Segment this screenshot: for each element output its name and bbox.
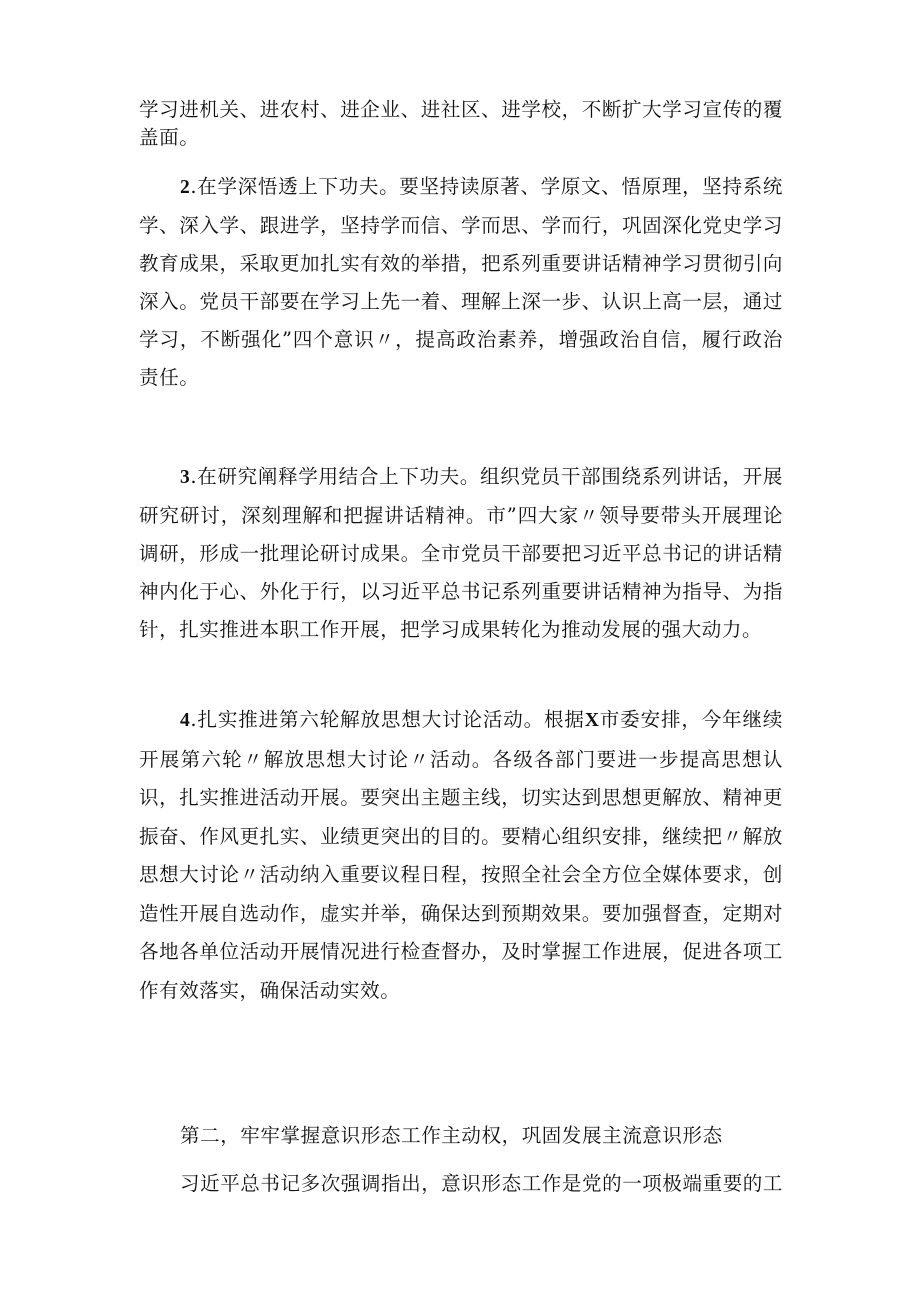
paragraph-item-4 <box>139 701 783 1010</box>
paragraph-continuation <box>139 96 783 152</box>
paragraph-text: 习近平总书记多次强调指出，意识形态工作是党的一项极端重要的工 <box>180 1172 784 1195</box>
paragraph-text: 学习进机关、进农村、进企业、进社区、进学校，不断扩大学习宣传的覆盖面。 <box>139 98 783 149</box>
paragraph-opening <box>139 1165 783 1203</box>
section-heading-text: 第二，牢牢掌握意识形态工作主动权，巩固发展主流意识形态 <box>180 1124 723 1147</box>
paragraph-text-part-b: 市委安排，今年继续开展第六轮〃解放思想大讨论〃活动。各级各部门要进一步提高思想认识，扎实推进活动开展。要突出主题主线，切实达到思想更解放、精神更振奋、作风更扎实、业绩更突出的目的。要精心组织安排，继续把〃解放思想大讨论〃活动纳入重要议程日程，按照全社会全方位全媒体要求，创造性开展自选动作，虚实并举，确保达到预期效果。要加强督查，定期对各地各单位活动开展情况进行检查督办，及时掌握工作进展，促进各项工作有效落实，确保活动实效。 <box>139 708 783 1002</box>
section-heading <box>139 1117 783 1155</box>
paragraph-text-part-a: .扎实推进第六轮解放思想大讨论活动。根据 <box>190 708 585 731</box>
paragraph-item-3 <box>139 458 783 649</box>
paragraph-text: .在研究阐释学用结合上下功夫。组织党员干部围绕系列讲话，开展研究研讨，深刻理解和把握讲话精神。市”四大家〃领导要带头开展理论调研，形成一批理论研讨成果。全市党员干部要把习近平总书记的讲话精神内化于心、外化于行，以习近平总书记系列重要讲话精神为指导、为指针，扎实推进本职工作开展，把学习成果转化为推动发展的强大动力。 <box>139 465 783 641</box>
city-mark: X <box>584 710 600 731</box>
item-number: 3 <box>180 467 191 488</box>
item-number: 4 <box>180 710 191 731</box>
item-number: 2 <box>180 177 191 198</box>
paragraph-text: .在学深悟透上下功夫。要坚持读原著、学原文、悟原理，坚持系统学、深入学、跟进学，坚持学而信、学而思、学而行，巩固深化党史学习教育成果，采取更加扎实有效的举措，把系列重要讲话精神学习贯彻引向深入。党员干部要在学习上先一着、理解上深一步、认识上高一层，通过学习，不断强化”四个意识〃，提高政治素养，增强政治自信，履行政治责任。 <box>139 175 783 389</box>
paragraph-item-2 <box>139 168 783 397</box>
